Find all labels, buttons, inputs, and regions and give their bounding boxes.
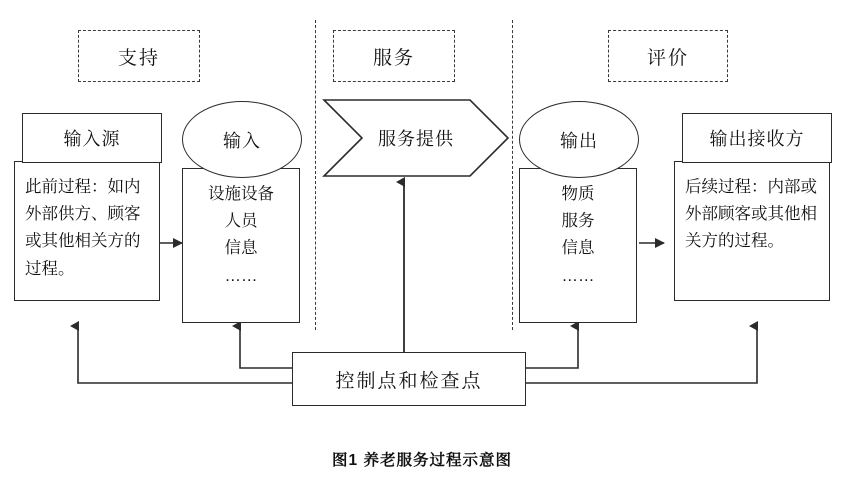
node-output-receiver-body xyxy=(674,161,830,301)
node-output-title: 输出 xyxy=(560,130,598,151)
node-input-source-body-text: 此前过程：如内外部供方、顾客或其他相关方的过程。 xyxy=(25,178,141,278)
node-service-process-title: 服务提供 xyxy=(378,129,454,149)
node-input-line-2: 人员 xyxy=(224,212,258,231)
node-output-receiver-title: 输出接收方 xyxy=(709,129,805,149)
node-control-check-points xyxy=(292,352,526,406)
phase-label-support-text: 支持 xyxy=(117,47,160,69)
node-input-line-4: …… xyxy=(224,266,258,285)
node-output-ellipse xyxy=(519,101,639,178)
node-input-title: 输入 xyxy=(223,130,261,151)
node-output-line-3: 信息 xyxy=(561,239,595,258)
node-output-line-2: 服务 xyxy=(561,212,595,231)
node-input-body xyxy=(182,168,300,323)
node-output-receiver-header xyxy=(682,113,832,163)
node-input-line-3: 信息 xyxy=(224,239,258,258)
node-input-ellipse xyxy=(182,101,302,178)
figure-caption-text: 图1 养老服务过程示意图 xyxy=(332,452,512,469)
node-control-check-points-title: 控制点和检查点 xyxy=(335,370,483,392)
phase-label-service-text: 服务 xyxy=(372,47,415,69)
node-input-line-1: 设施设备 xyxy=(208,185,274,203)
node-output-receiver-body-text: 后续过程：内部或外部顾客或其他相关方的过程。 xyxy=(685,178,817,251)
node-output-line-4: …… xyxy=(561,266,595,285)
node-input-source-header xyxy=(22,113,162,163)
node-output-body xyxy=(519,168,637,323)
phase-label-evaluation-text: 评价 xyxy=(646,47,689,69)
node-output-line-1: 物质 xyxy=(561,185,595,203)
node-input-source-body xyxy=(14,161,160,301)
node-input-source-title: 输入源 xyxy=(63,129,121,149)
